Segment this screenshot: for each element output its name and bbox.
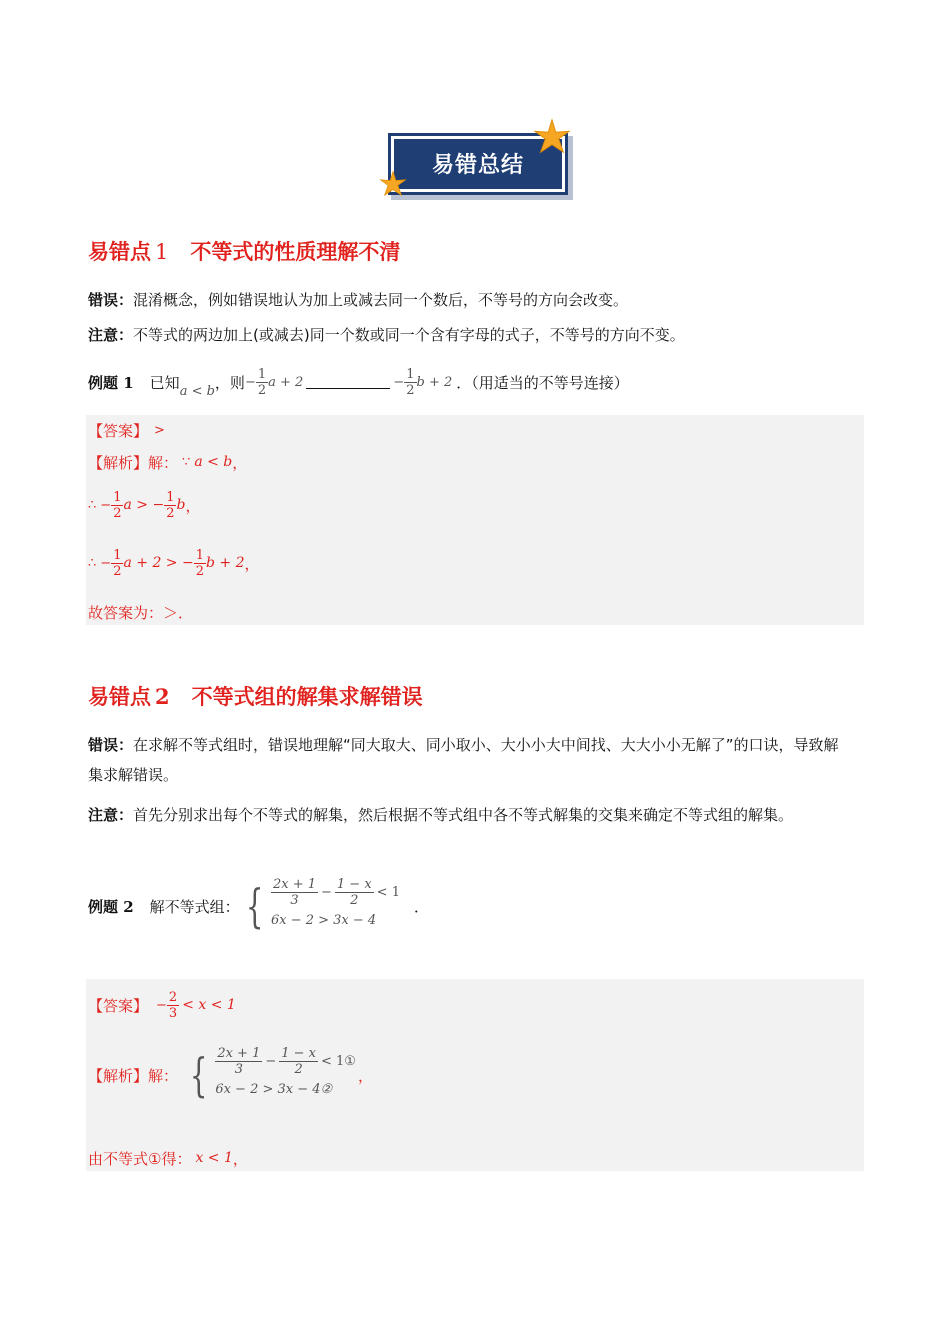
right-expr: b + 2	[416, 374, 453, 390]
step-value: x < 1	[195, 1150, 233, 1166]
example-intro: 解不等式组：	[149, 897, 240, 916]
comma: ，	[357, 1066, 373, 1085]
star-icon-top-right	[533, 118, 571, 156]
step2-left: a > −	[123, 497, 165, 513]
analysis-label: 【解析】	[88, 1066, 149, 1085]
fraction: $\frac{2x + 1}{3}$	[272, 876, 316, 908]
answer-line	[88, 417, 165, 443]
comma: ，	[244, 554, 260, 573]
comma: ，	[232, 1149, 248, 1168]
heading-label: 易错点	[88, 240, 151, 264]
fraction: $\frac{1}{2}$	[195, 547, 204, 579]
error-label: 错误：	[88, 736, 134, 754]
note-label: 注意：	[88, 806, 134, 824]
conclusion: 故答案为：＞．	[88, 603, 194, 622]
error-point-1-heading	[88, 236, 400, 266]
fraction: $\frac{1}{2}$	[166, 489, 175, 521]
error-label: 错误：	[88, 291, 134, 309]
answer-value: >	[154, 422, 165, 438]
example-label: 例题 1	[88, 373, 134, 392]
fraction: $\frac{2x + 1}{3}$	[217, 1045, 261, 1077]
eq2: 6x − 2 > 3x − 4②	[215, 1081, 333, 1097]
example-then: ，则	[214, 373, 245, 392]
answer-box-1	[86, 415, 864, 625]
example-label: 例题 2	[88, 897, 134, 916]
fraction: $\frac{1}{2}$	[257, 366, 267, 398]
heading-label: 易错点	[88, 685, 151, 709]
heading-title: 不等式组的解集求解错误	[191, 685, 423, 709]
error-text: 在求解不等式组时，错误地理解“同大取大、同小取小、大小小大中间找、大大小小无解了”的口诀，导致解集求解错误。	[88, 736, 839, 784]
note-text: 不等式的两边加上(或减去)同一个数或同一个含有字母的式子，不等号的方向不变。	[133, 326, 685, 344]
analysis-label: 【解析】	[88, 453, 149, 472]
note-paragraph-2	[88, 800, 848, 830]
section-banner	[383, 118, 573, 198]
because-symbol: ∵	[182, 454, 191, 470]
step-label: 由不等式①得：	[88, 1149, 192, 1168]
heading-title: 不等式的性质理解不清	[190, 240, 401, 264]
step3-left: a + 2 > −	[123, 555, 194, 571]
answer-blank[interactable]	[306, 376, 390, 389]
error-text: 混淆概念，例如错误地认为加上或减去同一个数后，不等号的方向会改变。	[133, 291, 629, 309]
therefore-symbol: ∴	[88, 555, 97, 571]
answer-box-2	[86, 979, 864, 1171]
eq2: 6x − 2 > 3x − 4	[270, 912, 377, 928]
fraction: $\frac{1}{2}$	[113, 489, 122, 521]
note-label: 注意：	[88, 326, 134, 344]
heading-number: 2	[155, 684, 170, 709]
error-paragraph-2	[88, 730, 848, 790]
analysis-intro: 解：	[148, 1066, 179, 1085]
error-point-2-heading	[88, 681, 423, 711]
note-text: 首先分别求出每个不等式的解集，然后根据不等式组中各不等式解集的交集来确定不等式组的解集。	[133, 806, 794, 824]
star-icon-bottom-left	[379, 170, 407, 198]
banner-title: 易错总结	[431, 153, 524, 178]
fraction: $\frac{1}{2}$	[406, 366, 415, 398]
error-paragraph-1	[88, 285, 868, 315]
inequality-system: { $\frac{2x + 1}{3}$ − $\frac{1 - x}{2}$ < 1 6x − 2 > 3x − 4	[245, 876, 400, 933]
example-condition: a < b	[179, 383, 215, 399]
inequality-system: { $\frac{2x + 1}{3}$ − $\frac{1 - x}{2}$ < 1① 6x − 2 > 3x − 4②	[189, 1045, 356, 1102]
answer-line: 【答案】 − $\frac{2}{3}$ < x < 1	[88, 989, 236, 1021]
analysis-intro: 解：	[148, 453, 179, 472]
analysis-line	[88, 449, 247, 475]
left-expr: a + 2	[268, 374, 304, 390]
analysis-line	[88, 1041, 373, 1109]
answer-label: 【答案】	[88, 421, 149, 440]
conclusion-line	[88, 599, 193, 625]
answer-label: 【答案】	[88, 996, 149, 1015]
comma: ，	[232, 453, 248, 472]
example-2	[88, 872, 429, 940]
example-1: 例题 1 已知 a < b ，则 − $\frac{1}{2}$ a + 2 − $\frac{1}{2}$ b + 2 ．（用适当的不等号连接）	[88, 366, 629, 399]
therefore-symbol: ∴	[88, 497, 97, 513]
example-suffix: ．	[413, 897, 429, 916]
eq1-rhs: < 1①	[321, 1053, 356, 1069]
example-suffix: ．（用适当的不等号连接）	[456, 373, 629, 392]
step-line	[88, 1145, 248, 1171]
answer-tail: < x < 1	[182, 997, 236, 1013]
comma: ，	[185, 496, 201, 515]
eq1-rhs: < 1	[376, 884, 400, 900]
step3-right: b + 2	[206, 555, 245, 571]
note-paragraph-1	[88, 320, 868, 350]
step2-right: b	[176, 497, 186, 513]
fraction: $\frac{1 - x}{2}$	[281, 1045, 317, 1077]
fraction: $\frac{1}{2}$	[113, 547, 122, 579]
step2-line: ∴ − $\frac{1}{2}$ a > − $\frac{1}{2}$ b ，	[88, 489, 201, 521]
fraction: $\frac{2}{3}$	[168, 989, 178, 1021]
heading-number: 1	[155, 240, 169, 264]
example-intro: 已知	[149, 373, 180, 392]
step3-line: ∴ − $\frac{1}{2}$ a + 2 > − $\frac{1}{2}$ b + 2 ，	[88, 547, 260, 579]
step1: a < b	[194, 454, 233, 470]
fraction: $\frac{1 - x}{2}$	[336, 876, 372, 908]
